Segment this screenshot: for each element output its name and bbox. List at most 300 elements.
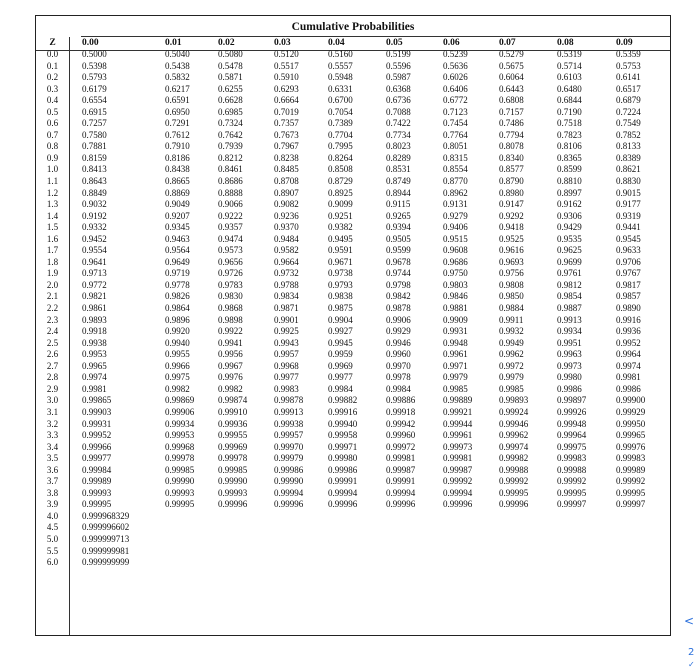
probability-cell: 0.5398 xyxy=(82,60,107,71)
table-row xyxy=(36,534,670,546)
z-value: 4.5 xyxy=(46,522,59,533)
z-value: 0.7 xyxy=(46,129,59,140)
table-row xyxy=(36,199,670,211)
probability-cell: 0.99900 xyxy=(616,395,646,406)
probability-cell: 0.99878 xyxy=(274,395,304,406)
probability-cell: 0.99994 xyxy=(274,487,304,498)
probability-cell: 0.9979 xyxy=(443,372,468,383)
probability-cell: 0.99993 xyxy=(218,487,248,498)
probability-cell: 0.7852 xyxy=(616,129,641,140)
probability-cell: 0.8790 xyxy=(499,176,524,187)
probability-cell: 0.9913 xyxy=(557,314,582,325)
probability-cell: 0.99897 xyxy=(557,395,587,406)
z-value: 0.8 xyxy=(46,141,59,152)
column-header: 0.05 xyxy=(386,38,403,48)
probability-cell: 0.5557 xyxy=(328,60,353,71)
probability-cell: 0.99997 xyxy=(557,499,587,510)
probability-cell: 0.99950 xyxy=(616,418,646,429)
probability-cell: 0.8869 xyxy=(165,187,190,198)
probability-cell: 0.6179 xyxy=(82,83,107,94)
probability-cell: 0.8962 xyxy=(443,187,468,198)
z-value: 3.2 xyxy=(46,418,59,429)
probability-cell: 0.6443 xyxy=(499,83,524,94)
z-value: 1.2 xyxy=(46,187,59,198)
probability-cell: 0.9686 xyxy=(443,256,468,267)
probability-cell: 0.7794 xyxy=(499,129,524,140)
probability-cell: 0.99926 xyxy=(557,406,587,417)
table-row xyxy=(36,522,670,534)
probability-cell: 0.5948 xyxy=(328,72,353,83)
probability-cell: 0.8238 xyxy=(274,152,299,163)
probability-cell: 0.9554 xyxy=(82,245,107,256)
probability-cell: 0.9934 xyxy=(557,326,582,337)
probability-cell: 0.9854 xyxy=(557,291,582,302)
z-value: 2.1 xyxy=(46,291,59,302)
probability-cell: 0.99978 xyxy=(165,453,195,464)
probability-cell: 0.6950 xyxy=(165,106,190,117)
probability-cell: 0.99995 xyxy=(165,499,195,510)
probability-cell: 0.5675 xyxy=(499,60,524,71)
probability-cell: 0.5279 xyxy=(499,49,524,59)
probability-cell: 0.8212 xyxy=(218,152,243,163)
probability-cell: 0.99955 xyxy=(218,430,248,441)
probability-cell: 0.9798 xyxy=(386,279,411,290)
probability-cell: 0.9803 xyxy=(443,279,468,290)
probability-cell: 0.7357 xyxy=(274,118,299,129)
probability-cell: 0.8133 xyxy=(616,141,641,152)
scroll-up-button[interactable] xyxy=(684,614,700,628)
probability-cell: 0.9943 xyxy=(274,337,299,348)
probability-cell: 0.9207 xyxy=(165,210,190,221)
table-row xyxy=(36,303,670,315)
probability-cell: 0.99990 xyxy=(165,476,195,487)
z-value: 2.7 xyxy=(46,360,59,371)
probability-cell: 0.9963 xyxy=(557,349,582,360)
probability-cell: 0.8389 xyxy=(616,152,641,163)
probability-cell: 0.9830 xyxy=(218,291,243,302)
probability-cell: 0.8925 xyxy=(328,187,353,198)
probability-cell: 0.9938 xyxy=(82,337,107,348)
probability-cell: 0.9032 xyxy=(82,199,107,210)
probability-cell: 0.5793 xyxy=(82,72,107,83)
probability-cell: 0.6985 xyxy=(218,106,243,117)
probability-cell: 0.5832 xyxy=(165,72,190,83)
probability-cell: 0.9265 xyxy=(386,210,411,221)
probability-cell: 0.9783 xyxy=(218,279,243,290)
column-header: 0.06 xyxy=(443,38,460,48)
probability-cell: 0.99910 xyxy=(218,406,248,417)
probability-cell: 0.9906 xyxy=(386,314,411,325)
probability-cell: 0.9925 xyxy=(274,326,299,337)
table-row xyxy=(36,372,670,384)
probability-cell: 0.99979 xyxy=(274,453,304,464)
table-row xyxy=(36,384,670,396)
probability-cell: 0.8997 xyxy=(557,187,582,198)
table-row xyxy=(36,326,670,338)
probability-cell: 0.99990 xyxy=(218,476,248,487)
probability-cell: 0.99916 xyxy=(328,406,358,417)
probability-cell: 0.9608 xyxy=(443,245,468,256)
probability-cell: 0.8810 xyxy=(557,176,582,187)
probability-cell: 0.7704 xyxy=(328,129,353,140)
probability-cell: 0.8907 xyxy=(274,187,299,198)
probability-cell: 0.6808 xyxy=(499,95,524,106)
probability-cell: 0.9162 xyxy=(557,199,582,210)
probability-cell: 0.99983 xyxy=(616,453,646,464)
probability-cell: 0.9975 xyxy=(165,372,190,383)
table-row xyxy=(36,245,670,257)
probability-cell: 0.9982 xyxy=(165,383,190,394)
probability-cell: 0.99942 xyxy=(386,418,416,429)
probability-cell: 0.9893 xyxy=(82,314,107,325)
page-number: 2 xyxy=(688,647,695,658)
probability-cell: 0.9986 xyxy=(616,383,641,394)
probability-cell: 0.99965 xyxy=(616,430,646,441)
probability-cell: 0.7580 xyxy=(82,129,107,140)
probability-cell: 0.7422 xyxy=(386,118,411,129)
probability-cell: 0.8438 xyxy=(165,164,190,175)
probability-cell: 0.99992 xyxy=(557,476,587,487)
probability-cell: 0.9861 xyxy=(82,303,107,314)
z-value: 2.3 xyxy=(46,314,59,325)
table-row xyxy=(36,211,670,223)
probability-cell: 0.99944 xyxy=(443,418,473,429)
probability-cell: 0.9750 xyxy=(443,268,468,279)
probability-cell: 0.9949 xyxy=(499,337,524,348)
probability-cell: 0.9505 xyxy=(386,233,411,244)
probability-cell: 0.99957 xyxy=(274,430,304,441)
probability-cell: 0.99977 xyxy=(82,453,112,464)
probability-cell: 0.9535 xyxy=(557,233,582,244)
probability-cell: 0.8186 xyxy=(165,152,190,163)
z-value: 2.2 xyxy=(46,303,59,314)
z-value: 5.5 xyxy=(46,545,59,556)
table-row xyxy=(36,141,670,153)
scroll-down-button[interactable] xyxy=(688,659,700,671)
probability-cell: 0.6517 xyxy=(616,83,641,94)
probability-cell: 0.9525 xyxy=(499,233,524,244)
probability-cell: 0.99988 xyxy=(557,464,587,475)
probability-cell: 0.999996602 xyxy=(82,522,130,533)
column-header: 0.08 xyxy=(557,38,574,48)
probability-cell: 0.99974 xyxy=(499,441,529,452)
probability-cell: 0.7454 xyxy=(443,118,468,129)
probability-cell: 0.99990 xyxy=(274,476,304,487)
probability-cell: 0.5910 xyxy=(274,72,299,83)
table-row xyxy=(36,442,670,454)
column-header: 0.03 xyxy=(274,38,291,48)
probability-cell: 0.9966 xyxy=(165,360,190,371)
probability-cell: 0.99934 xyxy=(165,418,195,429)
probability-cell: 0.9693 xyxy=(499,256,524,267)
probability-cell: 0.9671 xyxy=(328,256,353,267)
probability-cell: 0.7190 xyxy=(557,106,582,117)
probability-cell: 0.8599 xyxy=(557,164,582,175)
probability-cell: 0.99962 xyxy=(499,430,529,441)
table-row xyxy=(36,511,670,523)
probability-cell: 0.9394 xyxy=(386,222,411,233)
table-row xyxy=(36,349,670,361)
probability-cell: 0.99997 xyxy=(616,499,646,510)
probability-cell: 0.9965 xyxy=(82,360,107,371)
probability-cell: 0.8023 xyxy=(386,141,411,152)
probability-cell: 0.9821 xyxy=(82,291,107,302)
probability-cell: 0.5120 xyxy=(274,49,299,59)
probability-cell: 0.7486 xyxy=(499,118,524,129)
probability-cell: 0.99966 xyxy=(82,441,112,452)
probability-cell: 0.9980 xyxy=(557,372,582,383)
probability-cell: 0.5359 xyxy=(616,49,641,59)
probability-cell: 0.6844 xyxy=(557,95,582,106)
table-row xyxy=(36,546,670,558)
table-row xyxy=(36,499,670,511)
probability-cell: 0.9857 xyxy=(616,291,641,302)
probability-cell: 0.9846 xyxy=(443,291,468,302)
probability-cell: 0.8708 xyxy=(274,176,299,187)
probability-cell: 0.9974 xyxy=(82,372,107,383)
probability-cell: 0.9332 xyxy=(82,222,107,233)
probability-cell: 0.99989 xyxy=(82,476,112,487)
z-value: 3.5 xyxy=(46,453,59,464)
column-header: 0.07 xyxy=(499,38,516,48)
table-row xyxy=(36,130,670,142)
z-value: 0.6 xyxy=(46,118,59,129)
probability-cell: 0.7324 xyxy=(218,118,243,129)
probability-cell: 0.7910 xyxy=(165,141,190,152)
probability-cell: 0.99972 xyxy=(386,441,416,452)
probability-cell: 0.99973 xyxy=(443,441,473,452)
probability-cell: 0.9922 xyxy=(218,326,243,337)
probability-cell: 0.9981 xyxy=(82,383,107,394)
table-row xyxy=(36,488,670,500)
probability-cell: 0.6406 xyxy=(443,83,468,94)
probability-cell: 0.9961 xyxy=(443,349,468,360)
probability-cell: 0.6141 xyxy=(616,72,641,83)
probability-cell: 0.99929 xyxy=(616,406,646,417)
probability-cell: 0.9909 xyxy=(443,314,468,325)
probability-cell: 0.9345 xyxy=(165,222,190,233)
probability-cell: 0.9962 xyxy=(499,349,524,360)
probability-cell: 0.99989 xyxy=(616,464,646,475)
probability-cell: 0.9977 xyxy=(328,372,353,383)
probability-cell: 0.9441 xyxy=(616,222,641,233)
probability-cell: 0.9177 xyxy=(616,199,641,210)
probability-cell: 0.9599 xyxy=(386,245,411,256)
probability-cell: 0.7123 xyxy=(443,106,468,117)
probability-cell: 0.9292 xyxy=(499,210,524,221)
probability-cell: 0.8159 xyxy=(82,152,107,163)
table-row xyxy=(36,280,670,292)
probability-cell: 0.9946 xyxy=(386,337,411,348)
z-value: 0.0 xyxy=(46,49,59,59)
table-row xyxy=(36,430,670,442)
probability-cell: 0.6736 xyxy=(386,95,411,106)
probability-cell: 0.7224 xyxy=(616,106,641,117)
probability-cell: 0.9793 xyxy=(328,279,353,290)
probability-cell: 0.9898 xyxy=(218,314,243,325)
z-value: 1.4 xyxy=(46,210,59,221)
probability-cell: 0.9812 xyxy=(557,279,582,290)
probability-cell: 0.8365 xyxy=(557,152,582,163)
probability-cell: 0.999999981 xyxy=(82,545,130,556)
probability-cell: 0.99987 xyxy=(386,464,416,475)
probability-cell: 0.9726 xyxy=(218,268,243,279)
probability-cell: 0.9788 xyxy=(274,279,299,290)
probability-cell: 0.9977 xyxy=(274,372,299,383)
probability-cell: 0.9357 xyxy=(218,222,243,233)
probability-cell: 0.8554 xyxy=(443,164,468,175)
z-value: 4.0 xyxy=(46,510,59,521)
z-value: 1.3 xyxy=(46,199,59,210)
probability-cell: 0.9960 xyxy=(386,349,411,360)
probability-cell: 0.9591 xyxy=(328,245,353,256)
table-body xyxy=(36,37,670,569)
probability-cell: 0.5319 xyxy=(557,49,582,59)
table-row xyxy=(36,338,670,350)
probability-cell: 0.9625 xyxy=(557,245,582,256)
table-row xyxy=(36,453,670,465)
probability-cell: 0.8830 xyxy=(616,176,641,187)
z-value: 0.5 xyxy=(46,106,59,117)
probability-cell: 0.9463 xyxy=(165,233,190,244)
probability-cell: 0.8944 xyxy=(386,187,411,198)
probability-cell: 0.99946 xyxy=(499,418,529,429)
probability-cell: 0.7291 xyxy=(165,118,190,129)
probability-cell: 0.99869 xyxy=(165,395,195,406)
probability-cell: 0.9406 xyxy=(443,222,468,233)
probability-cell: 0.9945 xyxy=(328,337,353,348)
probability-cell: 0.6255 xyxy=(218,83,243,94)
probability-cell: 0.99986 xyxy=(274,464,304,475)
probability-cell: 0.9429 xyxy=(557,222,582,233)
probability-cell: 0.8413 xyxy=(82,164,107,175)
probability-cell: 0.8770 xyxy=(443,176,468,187)
probability-cell: 0.9929 xyxy=(386,326,411,337)
table-row xyxy=(36,476,670,488)
probability-cell: 0.9713 xyxy=(82,268,107,279)
probability-cell: 0.8289 xyxy=(386,152,411,163)
probability-cell: 0.8686 xyxy=(218,176,243,187)
probability-cell: 0.7157 xyxy=(499,106,524,117)
probability-cell: 0.9484 xyxy=(274,233,299,244)
probability-cell: 0.99994 xyxy=(386,487,416,498)
probability-cell: 0.6026 xyxy=(443,72,468,83)
probability-cell: 0.9871 xyxy=(274,303,299,314)
probability-cell: 0.99936 xyxy=(218,418,248,429)
table-row xyxy=(36,465,670,477)
probability-cell: 0.9474 xyxy=(218,233,243,244)
probability-cell: 0.99994 xyxy=(328,487,358,498)
probability-cell: 0.9982 xyxy=(218,383,243,394)
probability-cell: 0.9974 xyxy=(616,360,641,371)
probability-cell: 0.99996 xyxy=(443,499,473,510)
column-header: 0.09 xyxy=(616,38,633,48)
probability-cell: 0.99984 xyxy=(82,464,112,475)
probability-cell: 0.99903 xyxy=(82,406,112,417)
probability-cell: 0.5753 xyxy=(616,60,641,71)
probability-cell: 0.9279 xyxy=(443,210,468,221)
probability-cell: 0.99985 xyxy=(218,464,248,475)
probability-cell: 0.9983 xyxy=(274,383,299,394)
z-value: 3.3 xyxy=(46,430,59,441)
probability-cell: 0.8485 xyxy=(274,164,299,175)
probability-cell: 0.99992 xyxy=(499,476,529,487)
probability-cell: 0.6772 xyxy=(443,95,468,106)
probability-cell: 0.9573 xyxy=(218,245,243,256)
probability-cell: 0.9732 xyxy=(274,268,299,279)
probability-cell: 0.9678 xyxy=(386,256,411,267)
table-title: Cumulative Probabilities xyxy=(291,21,415,33)
z-value: 0.9 xyxy=(46,152,59,163)
probability-cell: 0.99992 xyxy=(616,476,646,487)
probability-cell: 0.99996 xyxy=(274,499,304,510)
probability-cell: 0.9066 xyxy=(218,199,243,210)
table-row xyxy=(36,257,670,269)
z-value: 3.8 xyxy=(46,487,59,498)
probability-cell: 0.99994 xyxy=(443,487,473,498)
probability-cell: 0.8849 xyxy=(82,187,107,198)
probability-cell: 0.99970 xyxy=(274,441,304,452)
probability-cell: 0.99952 xyxy=(82,430,112,441)
probability-cell: 0.9940 xyxy=(165,337,190,348)
probability-cell: 0.99948 xyxy=(557,418,587,429)
probability-cell: 0.9772 xyxy=(82,279,107,290)
probability-cell: 0.99893 xyxy=(499,395,529,406)
probability-cell: 0.5160 xyxy=(328,49,353,59)
probability-cell: 0.9545 xyxy=(616,233,641,244)
probability-cell: 0.6480 xyxy=(557,83,582,94)
probability-cell: 0.5199 xyxy=(386,49,411,59)
probability-cell: 0.7764 xyxy=(443,129,468,140)
probability-cell: 0.6700 xyxy=(328,95,353,106)
probability-cell: 0.9222 xyxy=(218,210,243,221)
probability-cell: 0.99995 xyxy=(616,487,646,498)
header-row xyxy=(36,37,670,49)
probability-cell: 0.9984 xyxy=(386,383,411,394)
probability-cell: 0.99975 xyxy=(557,441,587,452)
probability-cell: 0.8888 xyxy=(218,187,243,198)
probability-cell: 0.8729 xyxy=(328,176,353,187)
probability-cell: 0.5871 xyxy=(218,72,243,83)
probability-cell: 0.6217 xyxy=(165,83,190,94)
probability-cell: 0.9015 xyxy=(616,187,641,198)
probability-cell: 0.99995 xyxy=(82,499,112,510)
table-row xyxy=(36,234,670,246)
probability-cell: 0.99931 xyxy=(82,418,112,429)
probability-cell: 0.6591 xyxy=(165,95,190,106)
z-value: 2.8 xyxy=(46,372,59,383)
probability-cell: 0.8749 xyxy=(386,176,411,187)
probability-cell: 0.9918 xyxy=(82,326,107,337)
probability-cell: 0.9099 xyxy=(328,199,353,210)
probability-cell: 0.9699 xyxy=(557,256,582,267)
probability-cell: 0.9896 xyxy=(165,314,190,325)
probability-cell: 0.99986 xyxy=(328,464,358,475)
probability-cell: 0.9115 xyxy=(386,199,411,210)
probability-cell: 0.99991 xyxy=(328,476,358,487)
probability-cell: 0.99964 xyxy=(557,430,587,441)
probability-cell: 0.9641 xyxy=(82,256,107,267)
probability-cell: 0.5987 xyxy=(386,72,411,83)
probability-cell: 0.9319 xyxy=(616,210,641,221)
table-row xyxy=(36,84,670,96)
table-row xyxy=(36,557,670,569)
z-value: 1.1 xyxy=(46,176,59,187)
table-row xyxy=(36,107,670,119)
probability-cell: 0.6368 xyxy=(386,83,411,94)
probability-cell: 0.9418 xyxy=(499,222,524,233)
probability-cell: 0.9756 xyxy=(499,268,524,279)
